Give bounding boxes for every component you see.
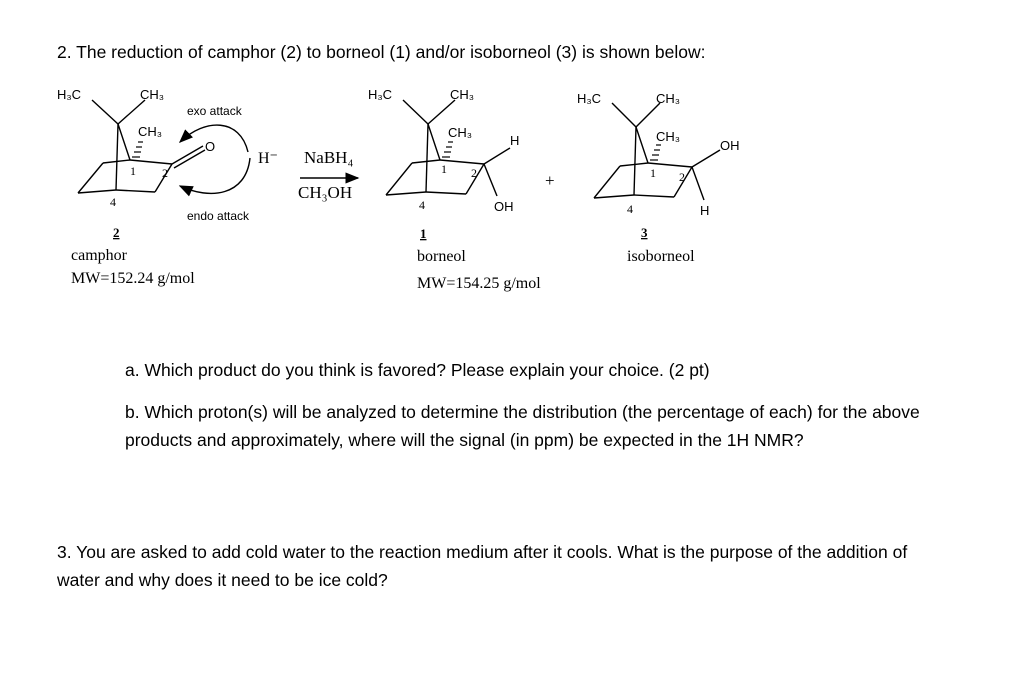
question-b: b. Which proton(s) will be analyzed to determine the distribution (the percentage of each) for the above products and approximately, where will the signal (in ppm) be expected in the 1H NMR?	[125, 402, 920, 450]
borneol-mw: MW=154.25 g/mol	[417, 275, 541, 292]
isoborneol-oh-label: OH	[720, 138, 740, 153]
isoborneol-structure	[594, 103, 720, 200]
isoborneol-h3c-label: H₃C	[577, 91, 602, 106]
camphor-position-1: 1	[130, 164, 136, 178]
camphor-name: camphor	[71, 247, 127, 264]
plus-sign: +	[545, 171, 555, 190]
borneol-h-label: H	[510, 133, 520, 148]
isoborneol-position-4: 4	[627, 202, 633, 216]
camphor-position-4: 4	[110, 195, 116, 209]
question-2-heading: 2. The reduction of camphor (2) to borneol (1) and/or isoborneol (3) is shown below:	[57, 42, 706, 62]
camphor-oxygen-label: O	[205, 139, 216, 154]
isoborneol-ch3-top-label: CH₃	[656, 91, 681, 106]
borneol-position-4: 4	[419, 198, 425, 212]
isoborneol-hash-bond	[650, 145, 661, 160]
isoborneol-ch3-bridge-label: CH₃	[656, 129, 681, 144]
isoborneol-position-2: 2	[679, 170, 685, 184]
borneol-hash-bond	[442, 142, 453, 157]
isoborneol-h-label: H	[700, 203, 710, 218]
question-a: a. Which product do you think is favored? Please explain your choice. (2 pt)	[125, 360, 710, 380]
reagent-label: NaBH₄	[304, 148, 354, 167]
borneol-compound-number: 1	[420, 226, 427, 241]
borneol-position-2: 2	[471, 166, 477, 180]
camphor-position-2: 2	[162, 166, 168, 180]
camphor-ch3-bridge-label: CH₃	[138, 124, 163, 139]
isoborneol-position-1: 1	[650, 166, 656, 180]
borneol-name: borneol	[417, 248, 466, 265]
solvent-label: CH₃OH	[298, 183, 353, 202]
hydride-label: H⁻	[258, 150, 278, 167]
borneol-structure	[386, 100, 510, 196]
isoborneol-name: isoborneol	[627, 248, 695, 265]
borneol-h3c-label: H₃C	[368, 87, 393, 102]
camphor-ch3-top-label: CH₃	[140, 87, 165, 102]
camphor-mw: MW=152.24 g/mol	[71, 270, 195, 287]
borneol-position-1: 1	[441, 162, 447, 176]
camphor-h3c-label: H₃C	[57, 87, 82, 102]
camphor-compound-number: 2	[113, 225, 120, 240]
endo-attack-arrow	[180, 158, 250, 193]
endo-attack-label: endo attack	[187, 209, 250, 223]
borneol-oh-label: OH	[494, 199, 514, 214]
exo-attack-label: exo attack	[187, 104, 242, 118]
isoborneol-compound-number: 3	[641, 225, 648, 240]
borneol-ch3-top-label: CH₃	[450, 87, 475, 102]
question-3: 3. You are asked to add cold water to the reaction medium after it cools. What is the purpose of the addition of water and why does it need to be ice cold?	[57, 542, 908, 590]
camphor-hash-bond	[132, 142, 143, 157]
borneol-ch3-bridge-label: CH₃	[448, 125, 473, 140]
